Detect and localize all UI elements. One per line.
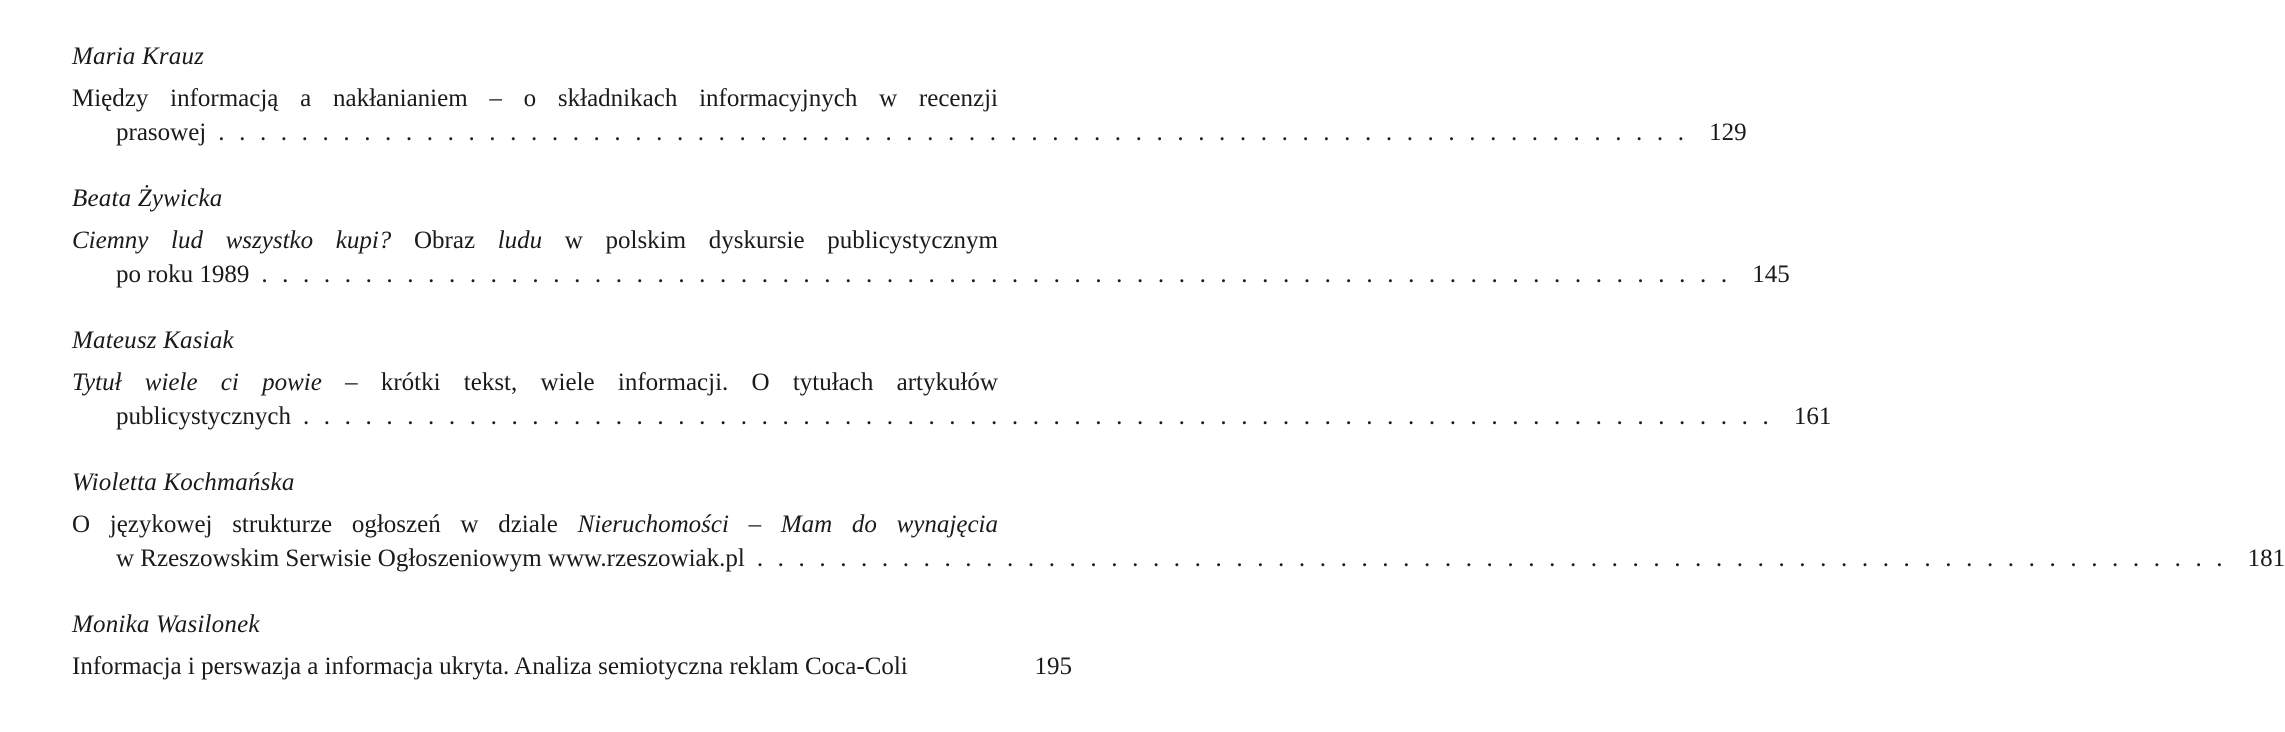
page-number: 161	[1793, 403, 1832, 430]
page-number: 181	[2247, 545, 2285, 572]
entry-title-continuation	[72, 116, 1747, 150]
entry-title-continuation	[72, 258, 1790, 292]
title-continuation-text: prasowej	[116, 119, 207, 146]
entry-title-line	[72, 508, 998, 542]
title-segment: w polskim dyskursie publicystycznym	[542, 227, 998, 254]
title-segment-italic: ludu	[497, 227, 543, 254]
toc-entry	[72, 610, 1072, 684]
title-segment: Między informacją a nakłanianiem – o składnikach informacyjnych w recenzji	[72, 85, 998, 112]
entry-title-line	[72, 82, 998, 116]
title-segment: Obraz	[391, 227, 498, 254]
title-segment-italic: Tytuł wiele ci powie	[72, 369, 322, 396]
dot-leader: .......................................................................	[261, 261, 1742, 288]
toc-entry	[72, 184, 1790, 292]
entry-title	[72, 508, 2285, 576]
toc-entry	[72, 468, 2285, 576]
dot-leader: .......................................................................	[302, 403, 1784, 430]
entry-author: Monika Wasilonek	[72, 611, 260, 638]
toc-entry	[72, 326, 1832, 434]
title-segment: Informacja i perswazja a informacja ukryta. Analiza semiotyczna reklam Coca-Coli	[72, 653, 908, 680]
toc-entry	[72, 42, 1747, 150]
entry-title	[72, 224, 1790, 292]
entry-title-single-line	[72, 650, 1072, 684]
dot-leader: .......................................................................	[756, 545, 2238, 572]
title-segment: – krótki tekst, wiele informacji. O tytułach artykułów	[321, 369, 998, 396]
entry-title-continuation	[72, 400, 1832, 434]
entry-title-line	[72, 366, 998, 400]
entry-title	[72, 650, 1072, 684]
page-number: 195	[1034, 653, 1072, 680]
entry-title-continuation	[72, 542, 2285, 576]
entry-author: Beata Żywicka	[72, 185, 223, 212]
title-segment-italic: Ciemny lud wszystko kupi?	[72, 227, 392, 254]
title-continuation-text: po roku 1989	[116, 261, 250, 288]
title-segment: O językowej strukturze ogłoszeń w dziale	[72, 511, 578, 538]
entry-author: Maria Krauz	[72, 43, 205, 70]
title-segment-italic: Nieruchomości – Mam do wynajęcia	[577, 511, 998, 538]
title-continuation-text: w Rzeszowskim Serwisie Ogłoszeniowym www.rzeszowiak.pl	[116, 545, 745, 572]
entry-title-line	[72, 224, 998, 258]
entry-author: Wioletta Kochmańska	[72, 469, 295, 496]
entry-title	[72, 82, 1747, 150]
page-number: 129	[1709, 119, 1747, 146]
page-number: 145	[1752, 261, 1790, 288]
entry-title	[72, 366, 1832, 434]
entry-author: Mateusz Kasiak	[72, 327, 234, 354]
title-continuation-text: publicystycznych	[116, 403, 291, 430]
table-of-contents	[72, 42, 2285, 718]
dot-leader: .......................................................................	[218, 119, 1699, 146]
